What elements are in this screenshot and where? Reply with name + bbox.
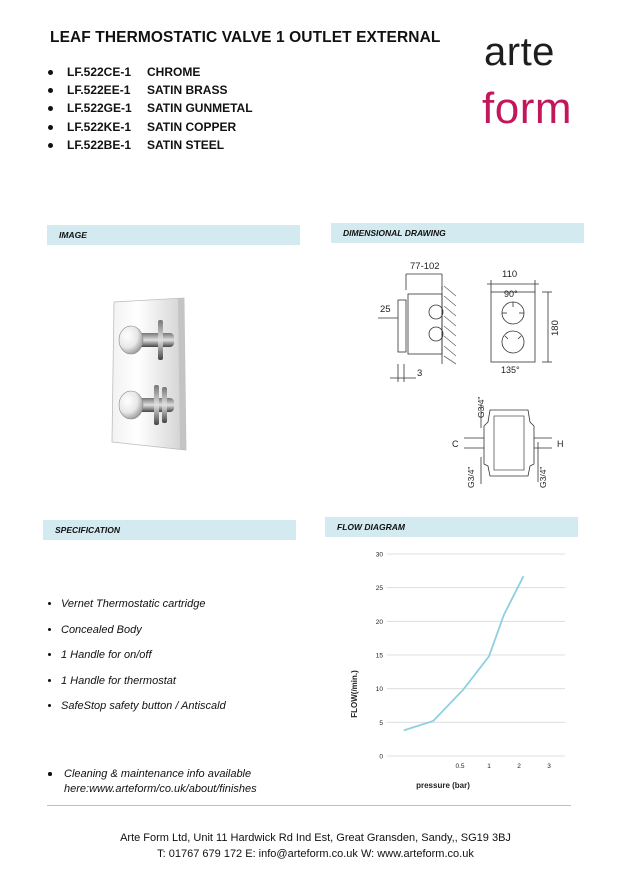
spec-item: 1 Handle for on/off	[48, 645, 226, 671]
wall-hatching	[444, 286, 456, 364]
chart-xlabel: pressure (bar)	[416, 781, 470, 790]
logo-arte: arte	[484, 30, 555, 74]
product-code: LF.522EE-1	[67, 83, 131, 98]
chart-ylabel: FLOW(/min.)	[350, 670, 359, 718]
y-tick-label: 15	[375, 652, 383, 660]
dimensional-drawing	[360, 252, 580, 492]
connector-body	[484, 410, 534, 476]
y-tick-label: 25	[375, 585, 383, 593]
spec-item: Vernet Thermostatic cartridge	[48, 594, 226, 620]
cleaning-link[interactable]: here:www.arteform/co.uk/about/finishes	[64, 783, 257, 795]
product-finish: SATIN GUNMETAL	[147, 101, 253, 116]
product-item	[48, 81, 253, 99]
thread-top-label: G3/4"	[476, 396, 486, 418]
spec-item: SafeStop safety button / Antiscald	[48, 696, 226, 722]
x-tick-label: 3	[547, 763, 551, 770]
product-item	[48, 136, 253, 154]
dimension-angle-bottom: 135°	[501, 365, 520, 375]
product-finish: CHROME	[147, 65, 201, 79]
y-tick-label: 20	[375, 618, 383, 626]
drawing-section-header: DIMENSIONAL DRAWING	[331, 223, 584, 243]
dial-bottom	[502, 331, 524, 353]
product-code: LF.522KE-1	[67, 119, 132, 134]
product-finish: SATIN STEEL	[147, 137, 225, 152]
dial-mark	[505, 336, 508, 339]
dimension-angle-top: 90°	[504, 289, 518, 299]
dimension-height: 180	[550, 320, 561, 336]
connector-inner	[494, 416, 524, 470]
dimension-depth: 77-102	[410, 261, 440, 272]
flow-section-header: FLOW DIAGRAM	[325, 517, 578, 537]
footer-address: Arte Form Ltd, Unit 11 Hardwick Rd Ind Est, Great Gransden, Sandy,, SG19 3BJ	[120, 832, 511, 844]
thread-bottom-left-label: G3/4"	[466, 466, 476, 488]
logo-form: form	[482, 84, 572, 133]
product-code: LF.522BE-1	[67, 137, 132, 152]
product-code-list	[48, 63, 253, 154]
dial-mark	[518, 336, 521, 339]
flow-chart	[345, 546, 575, 796]
footer-divider	[47, 805, 571, 806]
dimension-c: C	[452, 439, 459, 449]
product-image	[100, 290, 200, 460]
product-finish: SATIN COPPER	[147, 119, 237, 134]
dimension-width: 110	[502, 269, 518, 280]
x-tick-label: 1	[487, 763, 491, 770]
x-tick-label: 0.5	[455, 763, 465, 770]
product-finish: SATIN BRASS	[147, 83, 228, 98]
product-code: LF.522GE-1	[67, 101, 132, 116]
product-item	[48, 118, 253, 136]
dimension-wall: 3	[417, 368, 423, 379]
footer-contact: T: 01767 679 172 E: info@arteform.co.uk W: www.arteform.co.uk	[157, 848, 474, 860]
x-tick-label: 2	[517, 763, 521, 770]
spec-section-header: SPECIFICATION	[43, 520, 296, 540]
product-item	[48, 99, 253, 117]
product-code: LF.522CE-1	[67, 65, 132, 79]
port-circle	[429, 305, 443, 319]
cover-plate	[398, 300, 406, 352]
document-title: LEAF THERMOSTATIC VALVE 1 OUTLET EXTERNAL	[50, 29, 441, 46]
y-tick-label: 30	[375, 551, 383, 559]
y-tick-label: 5	[379, 719, 383, 727]
dimension-offset: 25	[380, 304, 391, 315]
spec-item: Concealed Body	[48, 620, 226, 646]
valve-body-side	[408, 294, 442, 354]
y-tick-label: 0	[379, 753, 383, 761]
image-section-header: IMAGE	[47, 225, 300, 245]
flow-series-line	[404, 576, 524, 730]
port-circle	[429, 327, 443, 341]
product-item	[48, 63, 253, 81]
cleaning-line-1: Cleaning & maintenance info available	[64, 768, 252, 780]
spec-item: 1 Handle for thermostat	[48, 671, 226, 697]
cleaning-info	[48, 767, 257, 797]
specification-list	[48, 594, 226, 722]
y-tick-label: 10	[375, 686, 383, 694]
thread-right-label: G3/4"	[538, 466, 548, 488]
dimension-h: H	[557, 439, 564, 449]
